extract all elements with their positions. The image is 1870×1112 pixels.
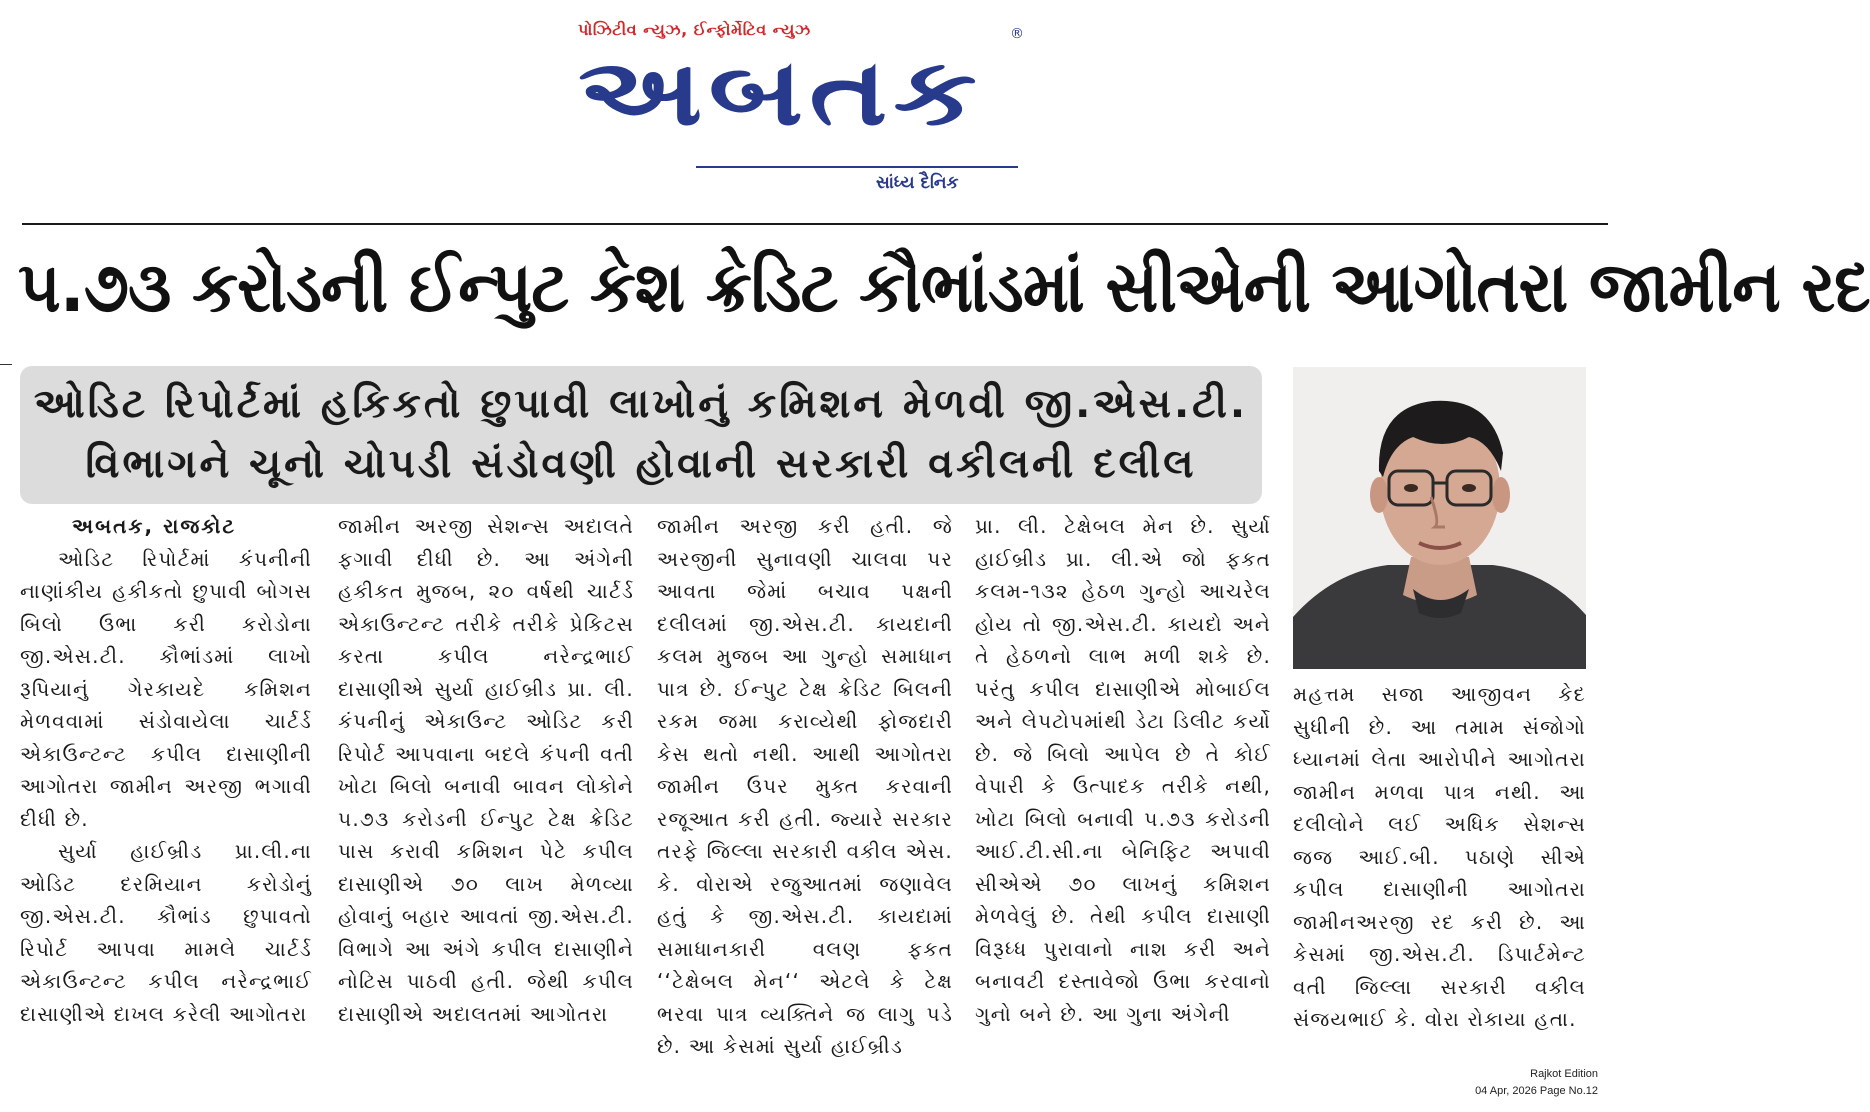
edition-name: Rajkot Edition	[1530, 1068, 1598, 1080]
article-column-3	[657, 510, 953, 1063]
subheadline-line-2: વિભાગને ચૂનો ચોપડી સંડોવણી હોવાની સરકારી વકીલની દલીલ	[85, 441, 1197, 487]
column-5-text: મહત્તમ સજા આજીવન કેદ સુધીની છે. આ તમામ સંજોગો ધ્યાનમાં લેતા આરોપીને આગોતરા જામીન મળવા પાત્ર નથી. આ દલીલોને લઈ અધિક સેશન્સ જજ આઈ.બી. પઠાણે સીએ કપીલ દાસાણીની આગોતરા જામીનઅરજી રદ કરી છે. આ કેસમાં જી.એસ.ટી. ડિપાર્ટમેન્ટ વતી જિલ્લા સરકારી વકીલ સંજયભાઈ કે. વોરા રોકાયા હતા.	[1293, 682, 1586, 1031]
article-byline: અબતક, રાજકોટ	[72, 514, 237, 538]
masthead	[0, 0, 1608, 215]
logo-underline	[696, 166, 1018, 168]
header-divider	[22, 223, 1608, 225]
accused-photo	[1293, 367, 1586, 669]
person-portrait-image	[1293, 367, 1586, 669]
masthead-tagline: પોઝિટીવ ન્યુઝ, ઈન્ફોર્મેટિવ ન્યુઝ	[578, 20, 811, 39]
article-column-5	[1293, 678, 1586, 1036]
margin-mark	[0, 364, 12, 365]
column-1-paragraph-2: સુર્યા હાઈબ્રીડ પ્રા.લી.ના ઓડિટ દરમિયાન કરોડોનું જી.એસ.ટી. કૌભાંડ છુપાવતો રિપોર્ટ આપવા મામલે ચાર્ટર્ડ એકાઉન્ટન્ટ કપીલ નરેન્દ્રભાઈ દાસાણીએ દાખલ કરેલી આગોતરા	[20, 839, 312, 1026]
article-column-4	[975, 510, 1271, 1030]
article-headline: ૫.૭૩ કરોડની ઈન્પુટ કેશ ક્રેડિટ કૌભાંડમાં સીએની આગોતરા જામીન રદ	[18, 246, 1870, 328]
edition-info	[1475, 1066, 1598, 1100]
registered-mark: ®	[1010, 26, 1024, 42]
subheadline-line-1: ઓડિટ રિપોર્ટમાં હકિકતો છુપાવી લાખોનું કમિશન મેળવી જી.એસ.ટી.	[33, 381, 1249, 427]
column-4-text: પ્રા. લી. ટેક્ષેબલ મેન છે. સુર્યા હાઈબ્રીડ પ્રા. લી.એ જો ફકત કલમ-૧૩૨ હેઠળ ગુન્હો આચરેલ હોય તો જી.એસ.ટી. કાયદો અને તે હેઠળનો લાભ મળી શકે છે. પરંતુ કપીલ દાસાણીએ મોબાઈલ અને લેપટોપમાંથી ડેટા ડિલીટ કર્યો છે. જે બિલો આપેલ છે તે કોઈ વેપારી કે ઉત્પાદક તરીકે નથી, ખોટા બિલો બનાવી ૫.૭૩ કરોડની આઈ.ટી.સી.ના બેનિફિટ અપાવી સીએએ ૭૦ લાખનું કમિશન મેળવેલું છે. તેથી કપીલ દાસાણી વિરૂધ્ધ પુરાવાનો નાશ કરી અને બનાવટી દસ્તાવેજો ઉભા કરવાનો ગુનો બને છે. આ ગુના અંગેની	[975, 514, 1271, 1026]
article-column-1	[20, 510, 312, 1030]
column-1-paragraph-1: ઓડિટ રિપોર્ટમાં કંપનીની નાણાંકીય હકીકતો છુપાવી બોગસ બિલો ઉભા કરી કરોડોના જી.એસ.ટી. કૌભાંડમાં લાખો રૂપિયાનું ગેરકાયદે કમિશન મેળવવામાં સંડોવાયેલા ચાર્ટર્ડ એકાઉન્ટન્ટ કપીલ દાસાણીની આગોતરા જામીન અરજી ભગાવી દીધી છે.	[20, 546, 312, 831]
edition-date-page: 04 Apr, 2026 Page No.12	[1475, 1085, 1598, 1097]
column-3-text: જામીન અરજી કરી હતી. જે અરજીની સુનાવણી ચાલવા પર આવતા જેમાં બચાવ પક્ષની દલીલમાં જી.એસ.ટી. કાયદાની કલમ મુજબ આ ગુન્હો સમાધાન પાત્ર છે. ઈન્પુટ ટેક્ષ ક્રેડિટ બિલની રકમ જમા કરાવ્યેથી ફોજદારી કેસ થતો નથી. આથી આગોતરા જામીન ઉપર મુક્ત કરવાની રજૂઆત કરી હતી. જ્યારે સરકાર તરફે જિલ્લા સરકારી વકીલ એસ. કે. વોરાએ રજુઆતમાં જણાવેલ હતું કે જી.એસ.ટી. કાયદામાં સમાધાનકારી વલણ ફકત ‘‘ટેક્ષેબલ મેન‘‘ એટલે કે ટેક્ષ ભરવા પાત્ર વ્યક્તિને જ લાગુ પડે છે. આ કેસમાં સુર્યા હાઈબ્રીડ	[657, 514, 953, 1058]
column-2-text: જામીન અરજી સેશન્સ અદાલતે ફગાવી દીધી છે. આ અંગેની હકીકત મુજબ, ૨૦ વર્ષથી ચાર્ટર્ડ એકાઉન્ટન્ટ તરીકે તરીકે પ્રેકિટસ કરતા કપીલ નરેન્દ્રભાઈ દાસાણીએ સુર્યા હાઈબ્રીડ પ્રા. લી. કંપનીનું એકાઉન્ટ ઓડિટ કરી રિપોર્ટ આપવાના બદલે કંપની વતી ખોટા બિલો બનાવી બાવન લોકોને ૫.૭૩ કરોડની ઈન્પુટ ટેક્ષ ક્રેડિટ પાસ કરાવી કમિશન પેટે કપીલ દાસાણીએ ૭૦ લાખ મેળવ્યા હોવાનું બહાર આવતાં જી.એસ.ટી. વિભાગે આ અંગે કપીલ દાસાણીને નોટિસ પાઠવી હતી. જેથી કપીલ દાસાણીએ અદાલતમાં આગોતરા	[338, 514, 634, 1026]
masthead-subtitle: સાંધ્ય દૈનિક	[876, 173, 959, 193]
newspaper-logo: અબતક	[578, 38, 983, 146]
article-column-2	[338, 510, 634, 1030]
article-subheadline	[20, 366, 1262, 504]
